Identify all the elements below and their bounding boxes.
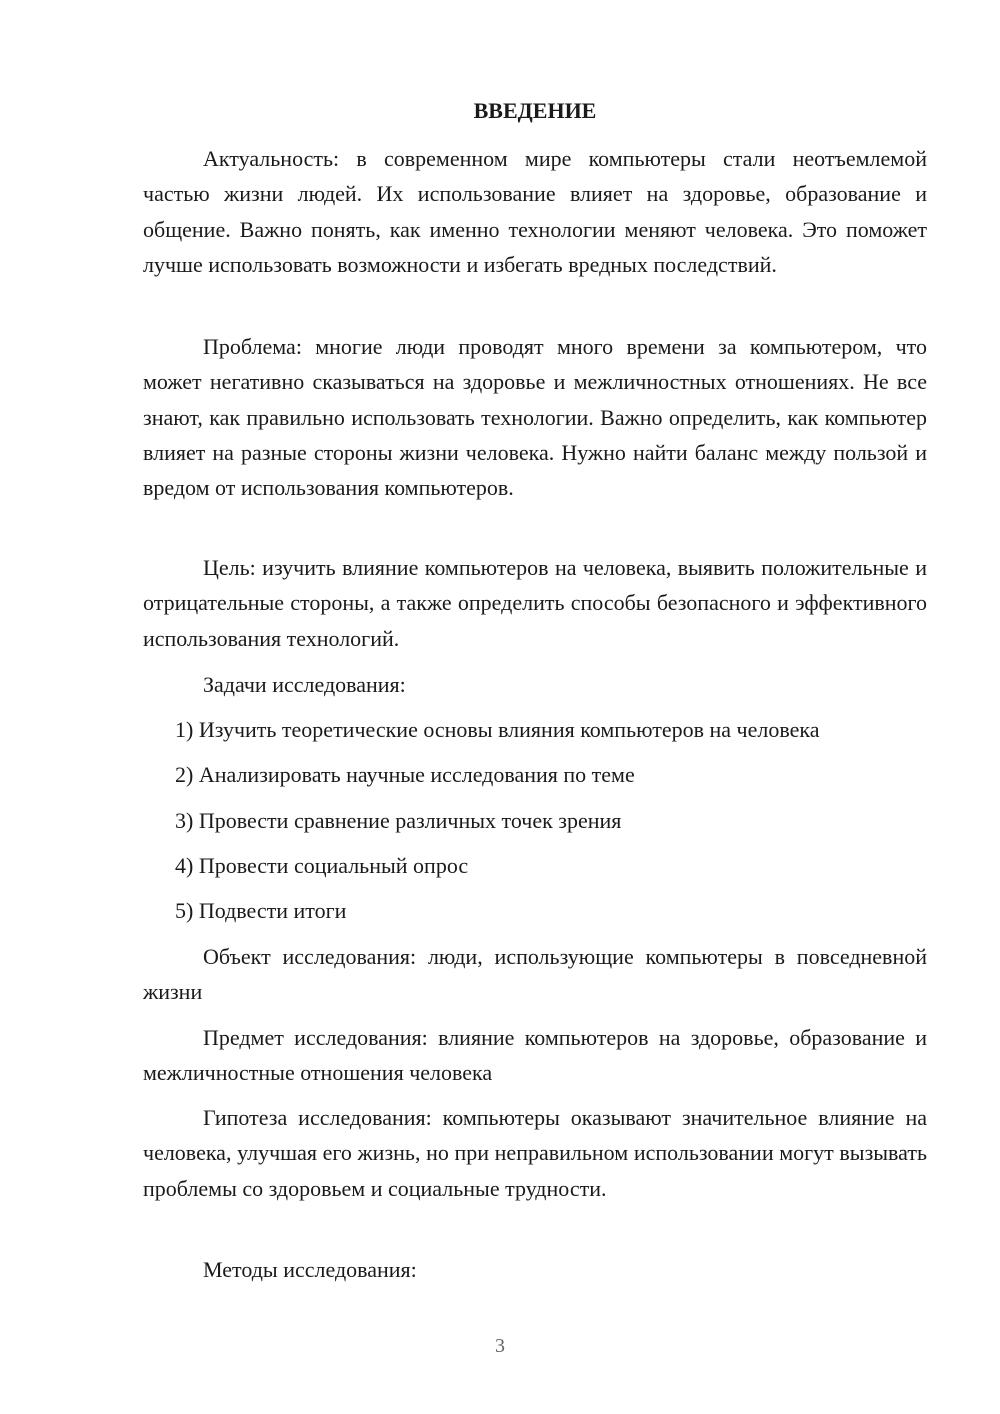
page-number: 3 bbox=[495, 1335, 505, 1357]
object-paragraph: Объект исследования: люди, использующие компьютеры в повседневной жизни bbox=[143, 944, 927, 1005]
hypothesis-paragraph: Гипотеза исследования: компьютеры оказывают значительное влияние на человека, улучшая его жизнь, но при неправильном использовании могут вызывать проблемы со здоровьем и социальные трудности. bbox=[143, 1105, 927, 1201]
methods-heading: Методы исследования: bbox=[203, 1257, 417, 1282]
problem-paragraph: Проблема: многие люди проводят много времени за компьютером, что может негативно сказываться на здоровье и межличностных отношениях. Не все знают, как правильно использовать технологии. Важно определить, как компьютер влияет на разные стороны жизни человека. Нужно найти баланс между пользой и вредом от использования компьютеров. bbox=[143, 334, 927, 501]
subject-paragraph: Предмет исследования: влияние компьютеров на здоровье, образование и межличностные отношения человека bbox=[143, 1025, 927, 1086]
page-title: ВВЕДЕНИЕ bbox=[473, 98, 597, 123]
task-item: 3) Провести сравнение различных точек зрения bbox=[175, 808, 622, 833]
task-item: 2) Анализировать научные исследования по теме bbox=[175, 762, 635, 787]
task-item: 5) Подвести итоги bbox=[175, 898, 347, 923]
task-item: 4) Провести социальный опрос bbox=[175, 853, 469, 878]
relevance-paragraph: Актуальность: в современном мире компьютеры стали неотъемлемой частью жизни людей. Их использование влияет на здоровье, образование и общение. Важно понять, как именно технологии меняют человека. Это поможет лучше использовать возможности и избегать вредных последствий. bbox=[143, 146, 927, 277]
task-item: 1) Изучить теоретические основы влияния компьютеров на человека bbox=[175, 717, 820, 742]
goal-paragraph: Цель: изучить влияние компьютеров на человека, выявить положительные и отрицательные стороны, а также определить способы безопасного и эффективного использования технологий. bbox=[143, 555, 927, 651]
tasks-heading: Задачи исследования: bbox=[203, 672, 406, 697]
